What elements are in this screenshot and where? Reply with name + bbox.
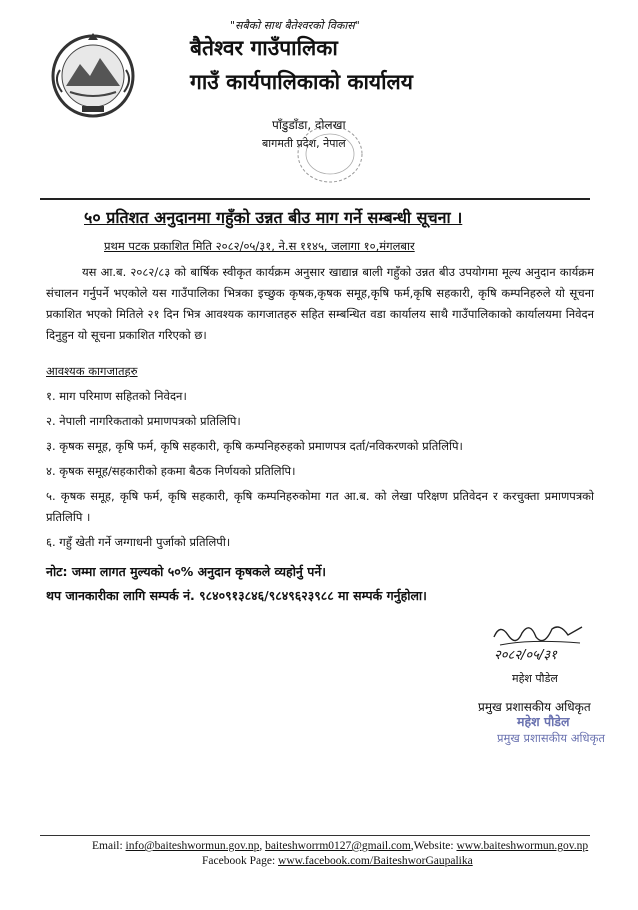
signature-date: २०८२/०५/३१ [494, 648, 557, 663]
notice-body-text: यस आ.ब. २०८२/८३ को बार्षिक स्वीकृत कार्यक्रम अनुसार खाद्यान्न बाली गहुँको उन्नत बीउ उपयोगमा मूल्य अनुदान कार्यक्रम संचालन गर्नुपर्ने भएकोले यस गाउँपालिका भित्रका इच्छुक कृषक,कृषक समूह,कृषि फर्म,कृषि सहकारी, कृषि कम्पनिहरुले यो सूचना प्रकाशित भएको मितिले २१ दिन भित्र आवश्यक कागजातहरु सहित सम्बन्धित वडा कार्यालय साथै गाउँपालिकाको कार्यालयमा निवेदन दिनुहुन यो सूचना प्रकाशित गरिएको छ। [46, 265, 594, 342]
signatory-name: महेश पौडेल [512, 672, 558, 685]
official-stamp-icon [262, 110, 366, 198]
email-label: Email: [92, 840, 126, 852]
email-separator: , [259, 840, 266, 852]
facebook-link[interactable]: www.facebook.com/BaiteshworGaupalika [278, 855, 473, 867]
office-title: गाउँ कार्यपालिकाको कार्यालय [190, 70, 413, 94]
requirements-title: आवश्यक कागजातहरु [46, 364, 138, 378]
motto: "सबैको साथ बैतेश्वरको विकास" [230, 19, 360, 32]
notice-heading: ५० प्रतिशत अनुदानमा गहुँको उन्नत बीउ माग गर्ने सम्बन्धी सूचना । [84, 208, 463, 227]
cost-note: नोट: जम्मा लागत मुल्यको ५०% अनुदान कृषकले व्यहोर्नु पर्ने। [46, 564, 327, 579]
list-item: १. माग परिमाण सहितको निवेदन। [46, 389, 187, 403]
signatory-designation: प्रमुख प्रशासकीय अधिकृत [478, 700, 591, 714]
list-item: ४. कृषक समूह/सहकारीको हकमा बैठक निर्णयको प्रतिलिपि। [46, 464, 296, 478]
requirements-list [46, 386, 594, 557]
notice-body [46, 262, 594, 346]
footer-contact-line [92, 840, 588, 852]
stamp-name: महेश पौडेल [517, 714, 570, 729]
stamp-designation: प्रमुख प्रशासकीय अधिकृत [497, 731, 605, 745]
address-line-1: पाँडुडाँडा, दोलखा [272, 118, 346, 132]
municipality-title: बैतेश्वर गाउँपालिका [190, 36, 338, 60]
footer-facebook-line [202, 855, 473, 867]
municipality-emblem-icon [48, 30, 138, 122]
list-item: ५. कृषक समूह, कृषि फर्म, कृषि सहकारी, कृषि कम्पनिहरुकोमा गत आ.ब. को लेखा परिक्षण प्रतिवेदन र करचुक्ता प्रमाणपत्रको प्रतिलिपि । [46, 489, 594, 524]
header-divider [40, 198, 590, 200]
email-link-2[interactable]: baiteshworrm0127@gmail.com [265, 840, 411, 852]
website-label: ,Website: [410, 840, 457, 852]
facebook-label: Facebook Page: [202, 855, 279, 867]
list-item: ६. गहुँ खेती गर्ने जग्गाधनी पुर्जाको प्रतिलिपी। [46, 535, 231, 549]
footer-divider [40, 835, 590, 836]
contact-line: थप जानकारीका लागि सम्पर्क नं. ९८४०९१३८४६/९८४९६२३९८८ मा सम्पर्क गर्नुहोला। [46, 588, 427, 603]
address-line-2: बागमती प्रदेश, नेपाल [262, 137, 346, 150]
published-date-line: प्रथम पटक प्रकाशित मिति २०८२/०५/३१, ने.स ११४५, जलागा १०,मंगलबार [104, 239, 415, 253]
list-item: २. नेपाली नागरिकताको प्रमाणपत्रको प्रतिलिपि। [46, 414, 241, 428]
list-item: ३. कृषक समूह, कृषि फर्म, कृषि सहकारी, कृषि कम्पनिहरुहको प्रमाणपत्र दर्ता/नविकरणको प्रतिलिपि। [46, 439, 463, 453]
email-link-1[interactable]: info@baiteshwormun.gov.np [125, 840, 260, 852]
website-link[interactable]: www.baiteshwormun.gov.np [456, 840, 589, 852]
